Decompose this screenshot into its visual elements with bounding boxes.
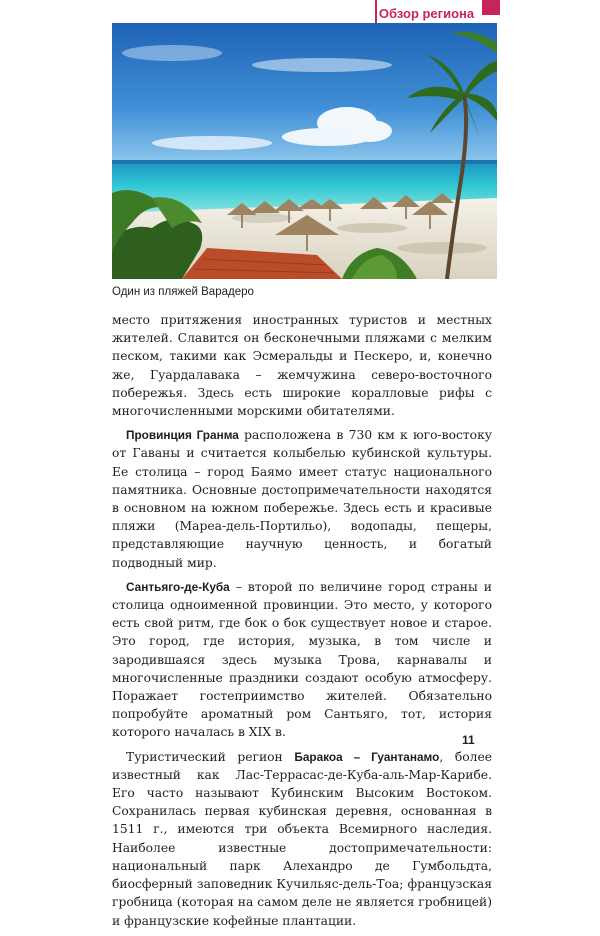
beach-photo bbox=[112, 23, 497, 279]
header-accent-bar bbox=[482, 0, 500, 15]
paragraph-continued: место притяжения иностранных туристов и местных жителей. Славится он бесконечными пляжами с мелким песком, такими как Эсмеральды и Пескеро, и, конечно же, Гуардалавака – жемчужина северо-восточного побережья. Здесь есть широкие коралловые рифы с многочисленными морскими обитателями. bbox=[112, 313, 492, 419]
paragraph-santiago-text: – второй по величине город страны и столица одноименной провинции. Это место, у которого есть свой ритм, где бок о бок существует новое и старое. Это город, где история, музыка, в том числе и зародившаяся здесь музыка Трова, карнавалы и многочисленные праздники создают особую атмосферу. Поражает гостеприимство жителей. Обязательно попробуйте ароматный ром Сантьяго, тот, история которого началась в XIX в. bbox=[112, 579, 492, 740]
term-santiago: Сантьяго-де-Куба bbox=[126, 579, 230, 594]
section-title: Обзор региона bbox=[378, 6, 475, 21]
paragraph-baracoa-lead: Туристический регион bbox=[126, 749, 295, 764]
page-number: 11 bbox=[462, 733, 475, 747]
paragraph-granma-text: расположена в 730 км к юго-востоку от Гаваны и считается колыбелью кубинской культуры. Ее столица – город Баямо имеет статус национального памятника. Основные достопримечательности находятся в основном на южном побережье. Здесь есть и красивые пляжи (Мареа-дель-Портильо), водопады, пещеры, представляющие научную ценность, и богатый подводный мир. bbox=[112, 428, 492, 570]
photo-caption: Один из пляжей Варадеро bbox=[112, 286, 254, 298]
paragraph-granma bbox=[112, 426, 492, 572]
paragraph-baracoa bbox=[112, 748, 492, 930]
article-body bbox=[112, 311, 492, 936]
term-granma: Провинция Гранма bbox=[126, 428, 239, 443]
paragraph-santiago bbox=[112, 578, 492, 742]
term-baracoa: Баракоа – Гуантанамо bbox=[294, 749, 440, 764]
paragraph-baracoa-text: , более известный как Лас-Террасас-де-Куба-аль-Мар-Карибе. Его часто называют Кубинским Высоким Востоком. Сохранилась первая кубинская деревня, основанная в 1511 г., имеются три объекта Всемирного наследия. Наиболее известные достопримечательности: национальный парк Алехандро де Гумбольдта, биосферный заповедник Кучильяс-дель-Тоа; французская гробница (которая на самом деле не является гробницей) и французские кофейные плантации. bbox=[112, 749, 492, 928]
